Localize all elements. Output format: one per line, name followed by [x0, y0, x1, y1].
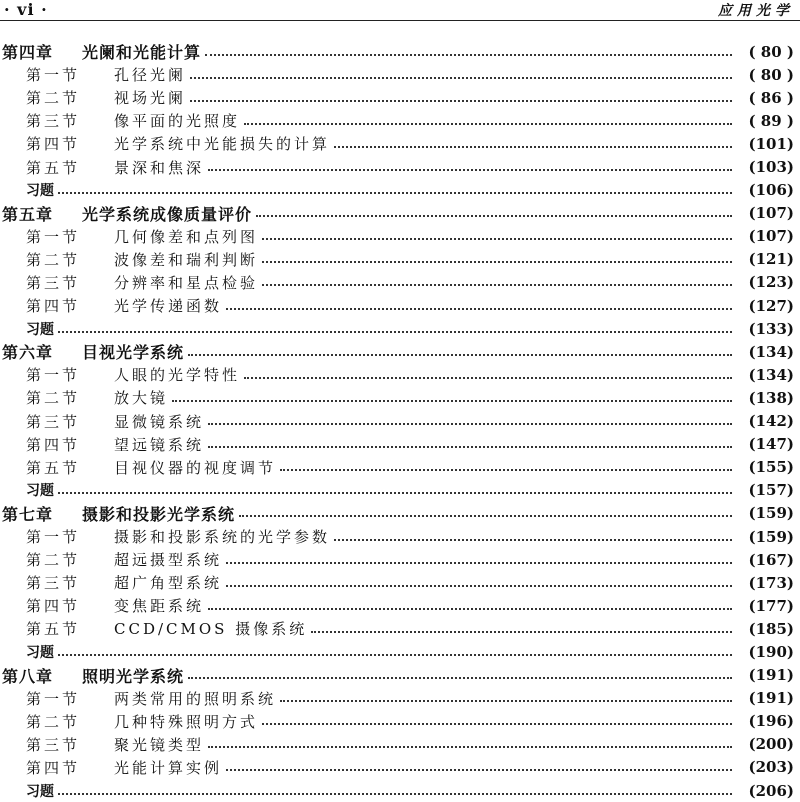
toc-entry-heading — [0, 387, 168, 408]
toc-entry-heading — [0, 572, 222, 593]
toc-entry-number: 第四节 — [26, 435, 81, 454]
toc-section-row — [0, 132, 800, 155]
toc-entry-heading — [0, 642, 54, 662]
dot-leader — [226, 769, 732, 771]
toc-entry-heading — [0, 618, 307, 639]
toc-section-row — [0, 548, 800, 571]
toc-page-number: (190) — [748, 642, 794, 661]
toc-entry-heading — [0, 110, 240, 131]
toc-page-number: (106) — [748, 181, 794, 200]
toc-entry-title: 习题 — [26, 644, 54, 661]
toc-entry-heading — [0, 781, 54, 801]
toc-page-number: (196) — [748, 712, 794, 731]
toc-exercise-row — [0, 779, 800, 802]
dot-leader — [226, 562, 732, 564]
toc-entry-title: 目视仪器的视度调节 — [114, 458, 277, 477]
toc-chapter-row — [0, 664, 800, 687]
dot-leader — [208, 169, 732, 171]
toc-entry-number: 第六章 — [2, 343, 54, 363]
toc-section-row — [0, 733, 800, 756]
dot-leader — [280, 469, 732, 471]
toc-entry-heading — [0, 526, 330, 547]
toc-page-number: (159) — [748, 527, 794, 546]
dot-leader — [262, 284, 732, 286]
dot-leader — [280, 700, 732, 702]
toc-section-row — [0, 109, 800, 132]
toc-entry-number: 第三节 — [26, 273, 81, 292]
toc-page-number: (123) — [748, 273, 794, 292]
toc-page-number: ( 80 ) — [748, 65, 794, 84]
toc-entry-title: 变焦距系统 — [114, 597, 205, 616]
toc-page-number: (191) — [748, 689, 794, 708]
toc-entry-title: 光学系统成像质量评价 — [82, 204, 253, 224]
toc-entry-title: 人眼的光学特性 — [114, 366, 241, 385]
dot-leader — [58, 793, 732, 795]
toc-page-number: (107) — [748, 227, 794, 246]
toc-page-number: (159) — [748, 504, 794, 523]
toc-entry-heading — [0, 502, 235, 525]
toc-entry-title: 光阑和光能计算 — [82, 43, 202, 63]
toc-entry-title: 波像差和瑞利判断 — [114, 250, 259, 269]
dot-leader — [208, 746, 732, 748]
toc-entry-title: 孔径光阑 — [114, 66, 187, 85]
dot-leader — [190, 100, 732, 102]
toc-page-number: (167) — [748, 550, 794, 569]
dot-leader — [256, 215, 732, 217]
toc-exercise-row — [0, 640, 800, 663]
toc-entry-heading — [0, 40, 201, 63]
toc-entry-number: 第二节 — [26, 712, 81, 731]
dot-leader — [239, 515, 732, 517]
dot-leader — [188, 677, 732, 679]
toc-entry-title: 几种特殊照明方式 — [114, 712, 259, 731]
toc-entry-number: 第二节 — [26, 389, 81, 408]
toc-entry-number: 第一节 — [26, 689, 81, 708]
toc-page-number: (134) — [748, 342, 794, 361]
dot-leader — [262, 261, 732, 263]
dot-leader — [334, 539, 732, 541]
toc-page-number: (103) — [748, 158, 794, 177]
running-book-title: 应用光学 — [718, 3, 794, 19]
toc-page-number: ( 80 ) — [748, 42, 794, 61]
toc-entry-title: 视场光阑 — [114, 89, 187, 108]
toc-chapter-row — [0, 340, 800, 363]
toc-entry-number: 第二节 — [26, 89, 81, 108]
toc-page-number: (127) — [748, 296, 794, 315]
toc-section-row — [0, 410, 800, 433]
toc-section-row — [0, 687, 800, 710]
toc-entry-heading — [0, 480, 54, 500]
page-number-roman: · vi · — [4, 0, 48, 19]
dot-leader — [226, 308, 732, 310]
toc-entry-title: 景深和焦深 — [114, 158, 205, 177]
toc-entry-number: 第五章 — [2, 204, 54, 224]
toc-page-number: (177) — [748, 596, 794, 615]
toc-page-number: (155) — [748, 458, 794, 477]
toc-page-number: (121) — [748, 250, 794, 269]
toc-entry-title: 光能计算实例 — [114, 758, 223, 777]
table-of-contents — [0, 40, 800, 802]
toc-entry-heading — [0, 364, 240, 385]
toc-entry-title: 习题 — [26, 783, 54, 800]
toc-entry-title: 摄影和投影光学系统 — [82, 504, 236, 524]
toc-entry-heading — [0, 340, 184, 363]
toc-entry-number: 第一节 — [26, 227, 81, 246]
toc-entry-number: 第一节 — [26, 528, 81, 547]
header-rule — [0, 20, 800, 21]
toc-entry-heading — [0, 64, 186, 85]
toc-section-row — [0, 294, 800, 317]
toc-entry-heading — [0, 457, 276, 478]
toc-section-row — [0, 710, 800, 733]
toc-entry-heading — [0, 664, 184, 687]
toc-entry-title: 光学系统中光能损失的计算 — [114, 135, 331, 154]
dot-leader — [188, 354, 732, 356]
toc-section-row — [0, 456, 800, 479]
toc-page-number: (147) — [748, 435, 794, 454]
toc-entry-title: 两类常用的照明系统 — [114, 689, 277, 708]
toc-page-number: (157) — [748, 481, 794, 500]
toc-section-row — [0, 571, 800, 594]
toc-exercise-row — [0, 479, 800, 502]
toc-entry-number: 第七章 — [2, 504, 54, 524]
dot-leader — [226, 585, 732, 587]
toc-page-number: (134) — [748, 365, 794, 384]
toc-section-row — [0, 386, 800, 409]
toc-section-row — [0, 363, 800, 386]
toc-chapter-row — [0, 202, 800, 225]
toc-page-number: (203) — [748, 758, 794, 777]
toc-entry-title: 习题 — [26, 183, 54, 200]
toc-page-number: (200) — [748, 735, 794, 754]
toc-entry-heading — [0, 295, 222, 316]
toc-entry-number: 第四节 — [26, 297, 81, 316]
toc-entry-heading — [0, 87, 186, 108]
toc-entry-number: 第三节 — [26, 735, 81, 754]
toc-entry-number: 第四章 — [2, 43, 54, 63]
toc-entry-heading — [0, 319, 54, 339]
toc-entry-heading — [0, 180, 54, 200]
dot-leader — [58, 492, 732, 494]
toc-entry-title: 显微镜系统 — [114, 412, 205, 431]
toc-chapter-row — [0, 40, 800, 63]
toc-entry-title: 习题 — [26, 321, 54, 338]
toc-page-number: (206) — [748, 781, 794, 800]
toc-entry-heading — [0, 711, 258, 732]
toc-chapter-row — [0, 502, 800, 525]
toc-page-number: ( 86 ) — [748, 88, 794, 107]
toc-entry-number: 第三节 — [26, 412, 81, 431]
toc-entry-number: 第四节 — [26, 135, 81, 154]
dot-leader — [334, 146, 732, 148]
toc-entry-title: 聚光镜类型 — [114, 735, 205, 754]
toc-entry-title: 望远镜系统 — [114, 435, 205, 454]
dot-leader — [262, 238, 732, 240]
dot-leader — [58, 331, 732, 333]
toc-section-row — [0, 594, 800, 617]
toc-entry-heading — [0, 734, 204, 755]
toc-entry-heading — [0, 434, 204, 455]
toc-entry-number: 第三节 — [26, 574, 81, 593]
toc-page-number: (133) — [748, 319, 794, 338]
dot-leader — [172, 400, 732, 402]
toc-entry-title: 目视光学系统 — [82, 343, 185, 363]
toc-entry-heading — [0, 249, 258, 270]
dot-leader — [244, 123, 732, 125]
toc-section-row — [0, 617, 800, 640]
toc-entry-number: 第四节 — [26, 597, 81, 616]
toc-entry-title: 分辨率和星点检验 — [114, 273, 259, 292]
toc-entry-number: 第八章 — [2, 666, 54, 686]
toc-entry-heading — [0, 549, 222, 570]
toc-section-row — [0, 525, 800, 548]
dot-leader — [262, 723, 732, 725]
dot-leader — [208, 423, 732, 425]
toc-entry-title: 放大镜 — [114, 389, 169, 408]
dot-leader — [311, 631, 732, 633]
toc-entry-number: 第三节 — [26, 112, 81, 131]
toc-entry-heading — [0, 411, 204, 432]
toc-page-number: (107) — [748, 204, 794, 223]
toc-section-row — [0, 86, 800, 109]
toc-entry-number: 第五节 — [26, 458, 81, 477]
toc-entry-number: 第二节 — [26, 250, 81, 269]
toc-section-row — [0, 225, 800, 248]
toc-entry-title: 习题 — [26, 483, 54, 500]
toc-entry-title: 超广角型系统 — [114, 574, 223, 593]
toc-entry-heading — [0, 202, 252, 225]
toc-section-row — [0, 248, 800, 271]
toc-page-number: (101) — [748, 134, 794, 153]
toc-entry-heading — [0, 272, 258, 293]
toc-section-row — [0, 63, 800, 86]
toc-exercise-row — [0, 179, 800, 202]
toc-entry-heading — [0, 688, 276, 709]
toc-entry-number: 第一节 — [26, 66, 81, 85]
toc-entry-title: 几何像差和点列图 — [114, 227, 259, 246]
toc-section-row — [0, 155, 800, 178]
dot-leader — [58, 192, 732, 194]
toc-entry-title: 超远摄型系统 — [114, 551, 223, 570]
toc-page-number: (173) — [748, 573, 794, 592]
toc-entry-title: 光学传递函数 — [114, 297, 223, 316]
toc-page-number: (142) — [748, 412, 794, 431]
toc-page-number: ( 89 ) — [748, 111, 794, 130]
toc-entry-heading — [0, 226, 258, 247]
toc-entry-title: 像平面的光照度 — [114, 112, 241, 131]
toc-entry-heading — [0, 757, 222, 778]
toc-entry-title: 照明光学系统 — [82, 666, 185, 686]
toc-entry-number: 第四节 — [26, 758, 81, 777]
toc-entry-number: 第二节 — [26, 551, 81, 570]
dot-leader — [208, 446, 732, 448]
toc-entry-heading — [0, 595, 204, 616]
toc-entry-title: CCD/CMOS 摄像系统 — [114, 620, 308, 639]
toc-exercise-row — [0, 317, 800, 340]
page-header — [0, 0, 800, 20]
toc-entry-number: 第五节 — [26, 620, 81, 639]
toc-entry-title: 摄影和投影系统的光学参数 — [114, 528, 331, 547]
toc-entry-heading — [0, 133, 330, 154]
dot-leader — [205, 54, 732, 56]
toc-entry-number: 第五节 — [26, 158, 81, 177]
dot-leader — [58, 654, 732, 656]
toc-page-number: (138) — [748, 388, 794, 407]
toc-section-row — [0, 756, 800, 779]
dot-leader — [244, 377, 732, 379]
dot-leader — [190, 77, 732, 79]
toc-section-row — [0, 433, 800, 456]
dot-leader — [208, 608, 732, 610]
toc-page-number: (185) — [748, 619, 794, 638]
toc-section-row — [0, 271, 800, 294]
toc-page-number: (191) — [748, 666, 794, 685]
toc-entry-number: 第一节 — [26, 366, 81, 385]
toc-entry-heading — [0, 157, 204, 178]
